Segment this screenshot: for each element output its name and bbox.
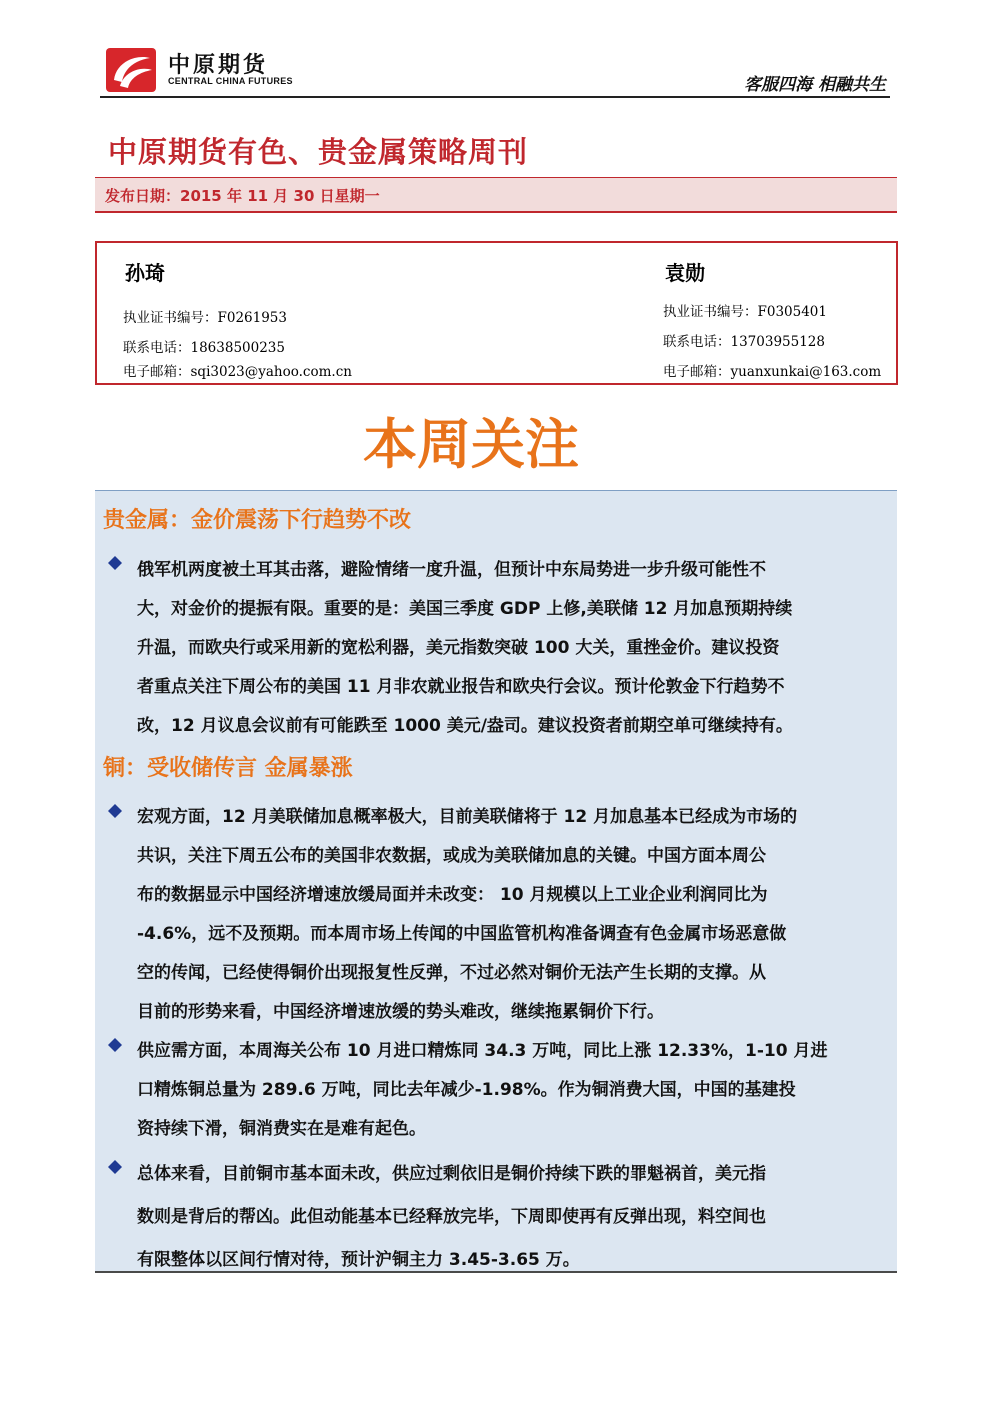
weekly-focus-title: 本周关注 [363,412,579,476]
diamond-bullet-icon [107,803,123,819]
author-email[interactable]: 电子邮箱：yuanxunkai@163.com [663,364,882,380]
author-email[interactable]: 电子邮箱：sqi3023@yahoo.com.cn [123,364,352,380]
page-header [100,38,890,98]
diamond-bullet-icon [107,1159,123,1175]
author-name: 孙琦 [125,261,165,285]
bullet-paragraph: 宏观方面，12 月美联储加息概率极大，目前美联储将于 12 月加息基本已经成为市场的 共识，关注下周五公布的美国非农数据，或成为美联储加息的关键。中国方面本周公 布的数据显示中国经济增速放缓局面并未改变： 10 月规模以上工业企业利润同比为 -4.6%，远不及预期。而本周市场上传闻的中国监管机构准备调查有色金属市场恶意做 空的传闻，已经使得铜价出现报复性反弹，不过必然对铜价无法产生长期的支撑。从 目前的形势来看，中国经济增速放缓的势头难改，继续拖累铜价下行。 [137,807,798,1022]
content-box [95,490,897,1273]
diamond-bullet-icon [107,555,123,571]
logo-english-name: CENTRAL CHINA FUTURES [168,76,293,86]
author-cert: 执业证书编号：F0261953 [123,310,287,326]
logo-chinese-name: 中原期货 [168,52,269,78]
author-phone: 联系电话：13703955128 [663,334,825,350]
bullet-paragraph: 俄军机两度被土耳其击落，避险情绪一度升温，但预计中东局势进一步升级可能性不 大，对金价的提振有限。重要的是：美国三季度 GDP 上修,美联储 12 月加息预期持续 升温，而欧央行或采用新的宽松利器，美元指数突破 100 大关，重挫金价。建议投资 者重点关注下周公布的美国 11 月非农就业报告和欧央行会议。预计伦敦金下行趋势不 改，12 月议息会议前有可能跌至 1000 美元/盎司。建议投资者前期空单可继续持有。 [137,560,793,736]
header-divider [100,96,890,98]
author-name: 袁勋 [665,261,705,285]
section-heading-copper: 铜：受收储传言 金属暴涨 [103,756,353,781]
publish-date: 发布日期：2015 年 11 月 30 日星期一 [105,187,380,205]
bullet-paragraph: 供应需方面，本周海关公布 10 月进口精炼同 34.3 万吨，同比上涨 12.33%，1-10 月进 口精炼铜总量为 289.6 万吨，同比去年减少-1.98%。作为铜消费大国，中国的基建投 资持续下滑，铜消费实在是难有起色。 [137,1041,828,1139]
authors-box [95,241,898,385]
section-heading-precious-metals: 贵金属：金价震荡下行趋势不改 [103,508,412,533]
header-slogan: 客服四海 相融共生 [744,75,886,95]
publish-date-bar [95,177,897,213]
bullet-paragraph: 总体来看，目前铜市基本面未改，供应过剩依旧是铜价持续下跌的罪魁祸首，美元指 数则是背后的帮凶。此但动能基本已经释放完毕，下周即使再有反弹出现，料空间也 有限整体以区间行情对待，预计沪铜主力 3.45-3.65 万。 [137,1164,766,1270]
document-title: 中原期货有色、贵金属策略周刊 [108,135,529,169]
company-logo-icon [106,48,156,92]
author-phone: 联系电话：18638500235 [123,340,285,356]
author-cert: 执业证书编号：F0305401 [663,304,827,320]
diamond-bullet-icon [107,1037,123,1053]
